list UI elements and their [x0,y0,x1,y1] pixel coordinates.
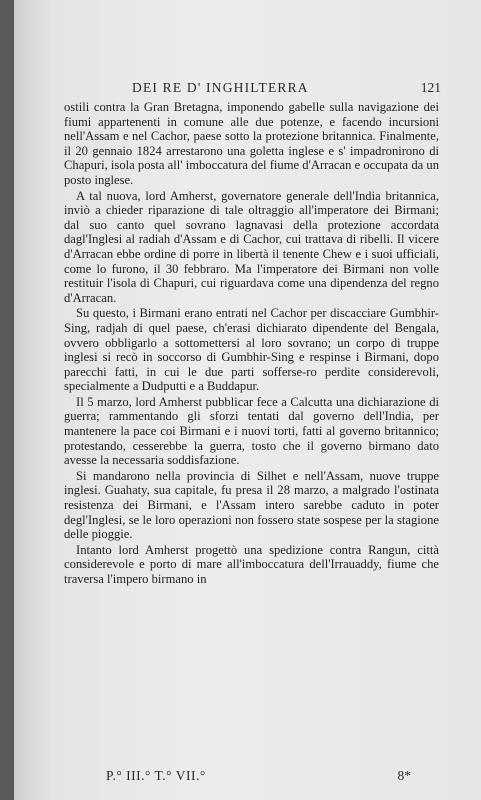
body-text [64,100,439,588]
paragraph: Il 5 marzo, lord Amherst pubblicar fece a Calcutta una dichiarazione di guerra; rammentando gli sforzi tentati dal governo dell'India, per mantenere la pace coi Birmani e i nuovi torti, fatti al governo britannico; protestando, cesserebbe la guerra, tosto che il governo birmano dato avesse la necessaria soddisfazione. [64,394,439,468]
page-footer [14,768,481,786]
page-number: 121 [420,80,441,95]
paragraph: ostili contra la Gran Bretagna, imponendo gabelle sulla navigazione dei fiumi appartenenti in comune alle due potenze, e facendo incursioni nell'Assam e nel Cachor, paese sotto la protezione britannica. Finalmente, il 20 gennaio 1824 arrestarono una goletta inglese e s' impadronirono di Chapuri, isola posta all' imboccatura del fiume d'Arracan e occupata da un posto inglese. [64,100,439,187]
book-page [14,0,481,800]
paragraph: Si mandarono nella provincia di Silhet e nell'Assam, nuove truppe inglesi. Guahaty, sua capitale, fu presa il 28 marzo, a malgrado l'ostinata resistenza dei Birmani, e l'Assam intero sarebbe caduto in poter degl'Inglesi, se le loro operazioni non fossero state sospese per la stagione delle pioggie. [64,468,439,542]
sheet-mark: 8* [397,768,411,783]
signature-mark: P.° III.° T.° VII.° [106,768,206,783]
paragraph: Intanto lord Amherst progettò una spedizione contra Rangun, città considerevole e porto di mare all'imboccatura dell'Irrauaddy, fiume che traversa l'impero birmano in [64,542,439,586]
running-title: DEI RE D' INGHILTERRA [132,80,309,95]
page-header [14,80,481,98]
paragraph: Su questo, i Birmani erano entrati nel Cachor per discacciare Gumbhir-Sing, radjah di quel paese, ch'erasi dichiarato dipendente del Bengala, ovvero obbligarlo a sottomettersi al loro sovrano; un corpo di truppe inglesi si recò in soccorso di Gumbhir-Sing e respinse i Birmani, dopo parecchi fatti, in cui le due parti sofferse-ro perdite considerevoli, specialmente a Dudputti e a Buddapur. [64,306,439,394]
paragraph: A tal nuova, lord Amherst, governatore generale dell'India britannica, inviò a chieder riparazione di tale oltraggio all'imperatore dei Birmani; dal suo canto quel sovrano lagnavasi della protezione accordata dagl'Inglesi al radiah d'Assam e di Cachor, cui trattava di ribelli. Il vicere d'Arracan ebbe ordine di porre in libertà il tenente Chew e i suoi ufficiali, come lo furono, il 30 febbraro. Ma l'imperatore dei Birmani non volle restituir l'isola di Chapuri, cui riguardava come una dipendenza del regno d'Arracan. [64,188,439,305]
